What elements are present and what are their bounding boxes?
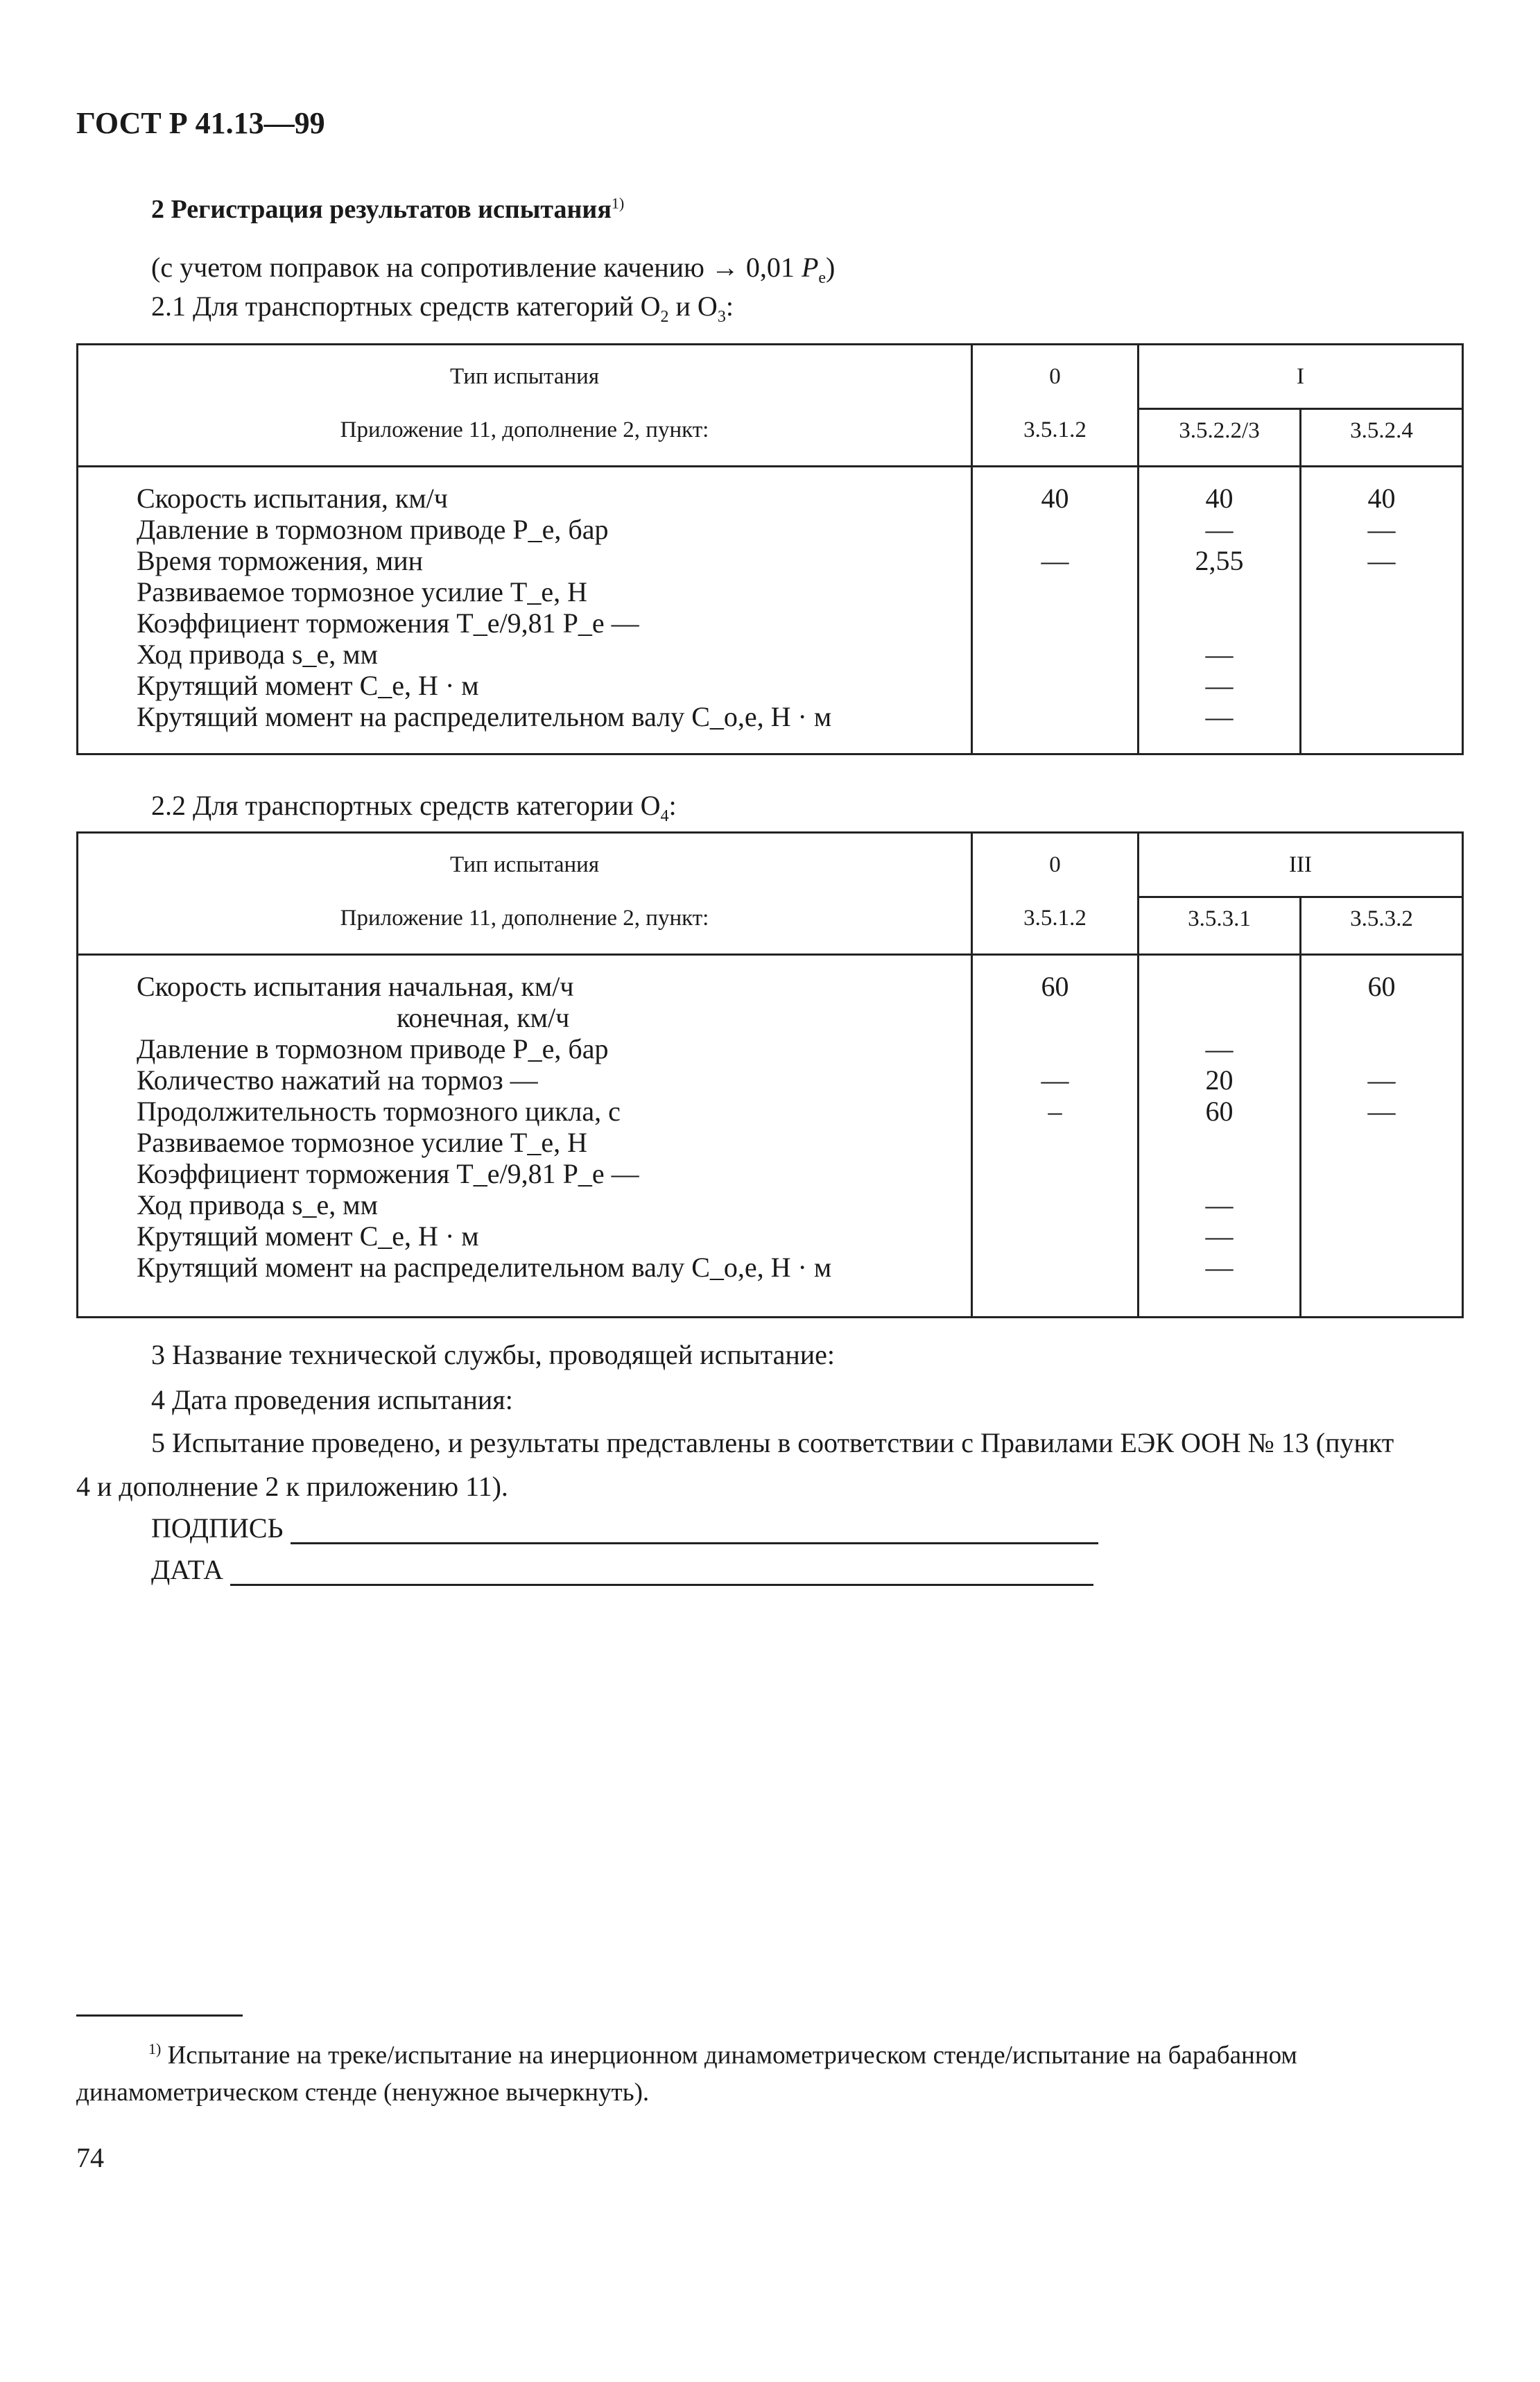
value-cell: — bbox=[1205, 1033, 1234, 1064]
values-col-1a bbox=[1139, 467, 1301, 754]
value-cell: — bbox=[1205, 1252, 1234, 1283]
value-cell bbox=[973, 639, 1137, 670]
value-cell: 60 bbox=[1205, 1096, 1234, 1127]
value-cell: — bbox=[1367, 1064, 1396, 1096]
value-cell bbox=[1139, 1002, 1299, 1033]
value-cell bbox=[1139, 576, 1299, 607]
value-cell: – bbox=[1048, 1096, 1062, 1127]
param-row: Крутящий момент C_e, Н · м bbox=[137, 1220, 479, 1252]
value-cell bbox=[1139, 971, 1299, 1002]
value-cell: — bbox=[1205, 670, 1234, 701]
value-cell bbox=[1301, 1033, 1462, 1064]
header-para-3b: 3.5.3.2 bbox=[1301, 897, 1463, 955]
value-cell: — bbox=[1367, 514, 1396, 545]
value-cell bbox=[1301, 1220, 1462, 1252]
header-paragraph: Приложение 11, дополнение 2, пункт: bbox=[78, 409, 972, 467]
value-cell: — bbox=[1205, 514, 1234, 545]
date-label: ДАТА bbox=[151, 1554, 223, 1585]
value-cell: 60 bbox=[1041, 971, 1069, 1002]
header-para-0: 3.5.1.2 bbox=[972, 409, 1139, 467]
header-para-1b: 3.5.2.4 bbox=[1301, 409, 1463, 467]
value-cell: 2,55 bbox=[1195, 545, 1244, 576]
value-cell bbox=[1301, 576, 1462, 607]
values-col-0 bbox=[972, 467, 1139, 754]
param-row: Ход привода s_e, мм bbox=[137, 1189, 378, 1220]
value-cell: 40 bbox=[1205, 483, 1234, 514]
value-cell bbox=[1301, 1127, 1462, 1158]
value-cell bbox=[1301, 1189, 1462, 1220]
section-title bbox=[151, 194, 624, 225]
header-para-3a: 3.5.3.1 bbox=[1139, 897, 1301, 955]
param-row: Давление в тормозном приводе P_e, бар bbox=[137, 1033, 609, 1064]
document-code: ГОСТ Р 41.13—99 bbox=[76, 106, 325, 140]
value-cell bbox=[973, 514, 1137, 545]
param-row: Продолжительность тормозного цикла, с bbox=[137, 1096, 621, 1127]
table1-caption: 2.1 Для транспортных средств категорий $O_2$ и $O_3$: bbox=[151, 291, 734, 326]
param-row: Крутящий момент на распределительном валу C_o,e, Н · м bbox=[137, 1252, 832, 1283]
signature-label: ПОДПИСЬ bbox=[151, 1512, 284, 1544]
value-cell bbox=[1301, 1002, 1462, 1033]
value-cell bbox=[1301, 670, 1462, 701]
param-row: конечная, км/ч bbox=[397, 1002, 570, 1033]
table2-caption: 2.2 Для транспортных средств категории $O_4$: bbox=[151, 790, 677, 825]
header-test-type: Тип испытания bbox=[78, 833, 972, 897]
param-row: Коэффициент торможения T_e/9,81 P_e — bbox=[137, 1158, 639, 1189]
value-cell bbox=[1301, 701, 1462, 732]
header-type-0: 0 bbox=[972, 833, 1139, 897]
table-o4 bbox=[76, 831, 1464, 1318]
rolling-resistance-note: (с учетом поправок на сопротивление качению → 0,01 $P_e$) bbox=[151, 252, 836, 287]
param-row: Коэффициент торможения T_e/9,81 P_e — bbox=[137, 607, 639, 639]
item-technical-service: 3 Название технической службы, проводящей испытание: bbox=[151, 1339, 836, 1370]
value-cell: — bbox=[1205, 701, 1234, 732]
value-cell: — bbox=[1367, 1096, 1396, 1127]
footnote-mark: 1) bbox=[148, 2040, 162, 2057]
footnote-ref: 1) bbox=[611, 194, 625, 212]
param-row: Количество нажатий на тормоз — bbox=[137, 1064, 538, 1096]
value-cell bbox=[973, 1158, 1137, 1189]
value-cell: 20 bbox=[1205, 1064, 1234, 1096]
header-type-1: I bbox=[1139, 345, 1463, 409]
item-conformity-line2: 4 и дополнение 2 к приложению 11). bbox=[76, 1471, 508, 1502]
table-o2-o3 bbox=[76, 343, 1464, 755]
param-row: Ход привода s_e, мм bbox=[137, 639, 378, 670]
signature-field bbox=[151, 1512, 1098, 1544]
param-row: Крутящий момент на распределительном валу C_o,e, Н · м bbox=[137, 701, 832, 732]
value-cell bbox=[973, 1252, 1137, 1283]
value-cell: 40 bbox=[1367, 483, 1396, 514]
value-cell: 40 bbox=[1041, 483, 1069, 514]
value-cell bbox=[973, 1220, 1137, 1252]
value-cell: — bbox=[1041, 1064, 1069, 1096]
values-col-0 bbox=[972, 955, 1139, 1318]
parameter-list bbox=[78, 955, 972, 1318]
header-test-type: Тип испытания bbox=[78, 345, 972, 409]
param-row: Скорость испытания начальная, км/ч bbox=[137, 971, 574, 1002]
value-cell bbox=[1139, 1127, 1299, 1158]
header-paragraph: Приложение 11, дополнение 2, пункт: bbox=[78, 897, 972, 955]
footnote bbox=[76, 2030, 1462, 2112]
value-cell: — bbox=[1205, 1220, 1234, 1252]
value-cell bbox=[1301, 1158, 1462, 1189]
values-col-1b bbox=[1301, 467, 1463, 754]
value-cell: — bbox=[1205, 1189, 1234, 1220]
param-row: Давление в тормозном приводе P_e, бар bbox=[137, 514, 609, 545]
header-type-0: 0 bbox=[972, 345, 1139, 409]
value-cell bbox=[1139, 1158, 1299, 1189]
value-cell bbox=[973, 1127, 1137, 1158]
param-row: Развиваемое тормозное усилие T_e, Н bbox=[137, 576, 587, 607]
parameter-list bbox=[78, 467, 972, 754]
footnote-text: Испытание на треке/испытание на инерционном динамометрическом стенде/испытание на барабанном динамометрическом стенде (ненужное вычеркнуть). bbox=[76, 2041, 1297, 2107]
param-row: Время торможения, мин bbox=[137, 545, 424, 576]
footnote-separator bbox=[76, 2014, 243, 2017]
value-cell: — bbox=[1041, 545, 1069, 576]
signature-line bbox=[291, 1514, 1098, 1544]
value-cell bbox=[973, 670, 1137, 701]
value-cell bbox=[973, 576, 1137, 607]
value-cell: — bbox=[1205, 639, 1234, 670]
values-col-3b bbox=[1301, 955, 1463, 1318]
value-cell bbox=[973, 1033, 1137, 1064]
header-para-1a: 3.5.2.2/3 bbox=[1139, 409, 1301, 467]
param-row: Крутящий момент C_e, Н · м bbox=[137, 670, 479, 701]
values-col-3a bbox=[1139, 955, 1301, 1318]
value-cell bbox=[973, 1189, 1137, 1220]
value-cell bbox=[1301, 607, 1462, 639]
value-cell bbox=[1139, 607, 1299, 639]
param-row: Развиваемое тормозное усилие T_e, Н bbox=[137, 1127, 587, 1158]
header-type-3: III bbox=[1139, 833, 1463, 897]
value-cell bbox=[973, 701, 1137, 732]
date-field bbox=[151, 1553, 1093, 1586]
param-row: Скорость испытания, км/ч bbox=[137, 483, 448, 514]
value-cell bbox=[973, 607, 1137, 639]
item-test-date: 4 Дата проведения испытания: bbox=[151, 1384, 513, 1415]
value-cell: — bbox=[1367, 545, 1396, 576]
value-cell bbox=[1301, 639, 1462, 670]
page-number: 74 bbox=[76, 2142, 104, 2173]
value-cell bbox=[1301, 1252, 1462, 1283]
header-para-0: 3.5.1.2 bbox=[972, 897, 1139, 955]
item-conformity-line1: 5 Испытание проведено, и результаты представлены в соответствии с Правилами ЕЭК ООН № 13 (пункт bbox=[151, 1427, 1394, 1458]
date-line bbox=[230, 1556, 1093, 1586]
section-title-text: 2 Регистрация результатов испытания bbox=[151, 195, 612, 224]
value-cell: 60 bbox=[1367, 971, 1396, 1002]
value-cell bbox=[973, 1002, 1137, 1033]
